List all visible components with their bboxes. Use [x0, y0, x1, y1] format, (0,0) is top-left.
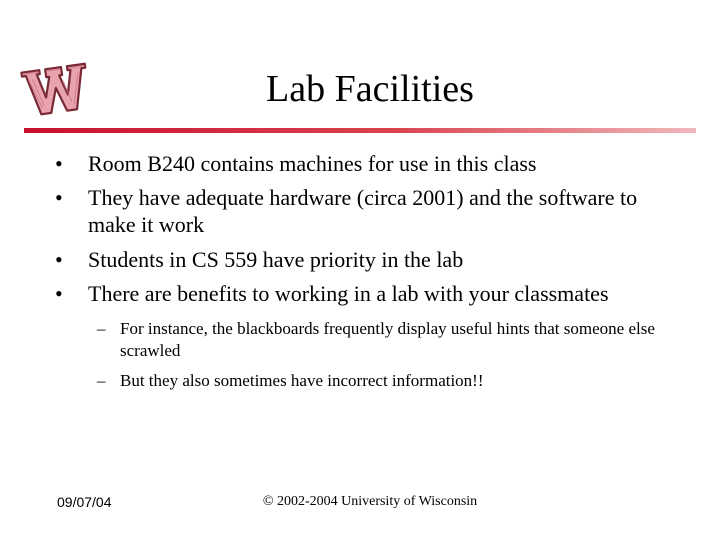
sub-bullet-marker: – — [97, 371, 106, 390]
bullet-marker: • — [55, 151, 63, 176]
sub-bullet-text: But they also sometimes have incorrect information!! — [120, 371, 484, 390]
footer-date: 09/07/04 — [57, 494, 112, 510]
bullet-marker: • — [55, 281, 63, 306]
footer-copyright: © 2002-2004 University of Wisconsin — [262, 494, 478, 509]
bullet-text: There are benefits to working in a lab with your classmates — [88, 281, 609, 306]
bullet-text: Room B240 contains machines for use in this class — [88, 151, 537, 176]
bullet-text: Students in CS 559 have priority in the lab — [88, 247, 464, 272]
sub-bullet-text: For instance, the blackboards frequently display useful hints that someone else scrawled — [120, 319, 655, 360]
bullet-text: They have adequate hardware (circa 2001) and the software to make it work — [88, 185, 638, 237]
title-divider — [24, 128, 696, 133]
wisconsin-w-logo-icon — [20, 54, 92, 124]
bullet-marker: • — [55, 185, 63, 210]
slide-title: Lab Facilities — [266, 68, 474, 110]
sub-bullet-marker: – — [97, 319, 106, 338]
bullet-marker: • — [55, 247, 63, 272]
